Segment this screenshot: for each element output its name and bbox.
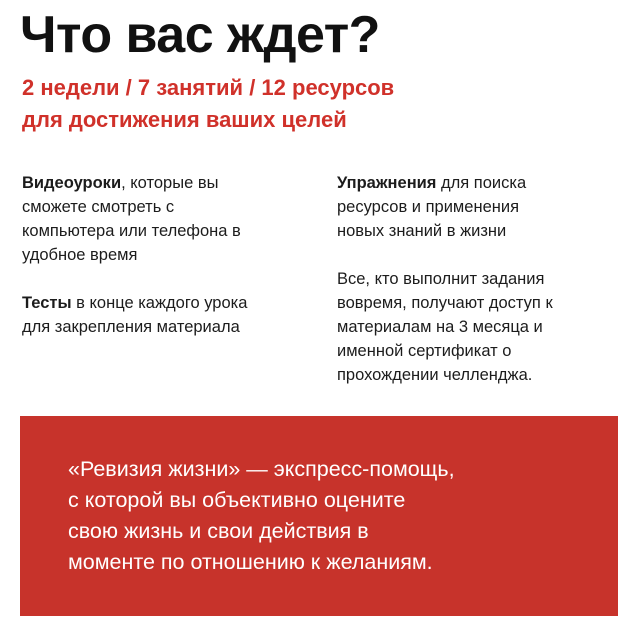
bonus-line: Все, кто выполнит задания <box>337 270 545 288</box>
subtitle-line: 2 недели / 7 занятий / 12 ресурсов <box>22 75 395 100</box>
quote-line: свою жизнь и свои действия в <box>68 519 369 543</box>
quote-line: «Ревизия жизни» — экспресс-помощь, <box>68 457 455 481</box>
bonus-line: вовремя, получают доступ к <box>337 294 553 312</box>
bonus-line: прохождении челленджа. <box>337 366 533 384</box>
feature-line <box>22 171 322 195</box>
page-title: Что вас ждет? <box>20 6 380 64</box>
feature-video-lessons <box>22 171 322 267</box>
bonus-info <box>337 267 627 387</box>
quote-line: моменте по отношению к желаниям. <box>68 550 433 574</box>
bonus-line: материалам на 3 месяца и <box>337 318 543 336</box>
subtitle-line: для достижения ваших целей <box>22 107 347 132</box>
feature-line <box>22 291 322 315</box>
subtitle <box>22 72 394 136</box>
feature-text: , которые вы <box>121 174 219 192</box>
feature-tests <box>22 291 322 339</box>
feature-title: Упражнения <box>337 174 437 192</box>
quote-line: с которой вы объективно оцените <box>68 488 406 512</box>
feature-title: Тесты <box>22 294 72 312</box>
left-column <box>22 171 322 339</box>
quote-banner <box>20 416 618 616</box>
quote-text <box>68 454 455 578</box>
feature-title: Видеоуроки <box>22 174 122 192</box>
right-column <box>337 171 627 387</box>
feature-line: сможете смотреть с <box>22 198 175 216</box>
feature-line: для закрепления материала <box>22 318 240 336</box>
feature-line: ресурсов и применения <box>337 198 520 216</box>
feature-text: в конце каждого урока <box>71 294 248 312</box>
feature-line <box>337 171 627 195</box>
bonus-line: именной сертификат о <box>337 342 512 360</box>
feature-text: для поиска <box>436 174 527 192</box>
feature-line: компьютера или телефона в <box>22 222 241 240</box>
feature-exercises <box>337 171 627 243</box>
feature-line: удобное время <box>22 246 138 264</box>
feature-line: новых знаний в жизни <box>337 222 507 240</box>
